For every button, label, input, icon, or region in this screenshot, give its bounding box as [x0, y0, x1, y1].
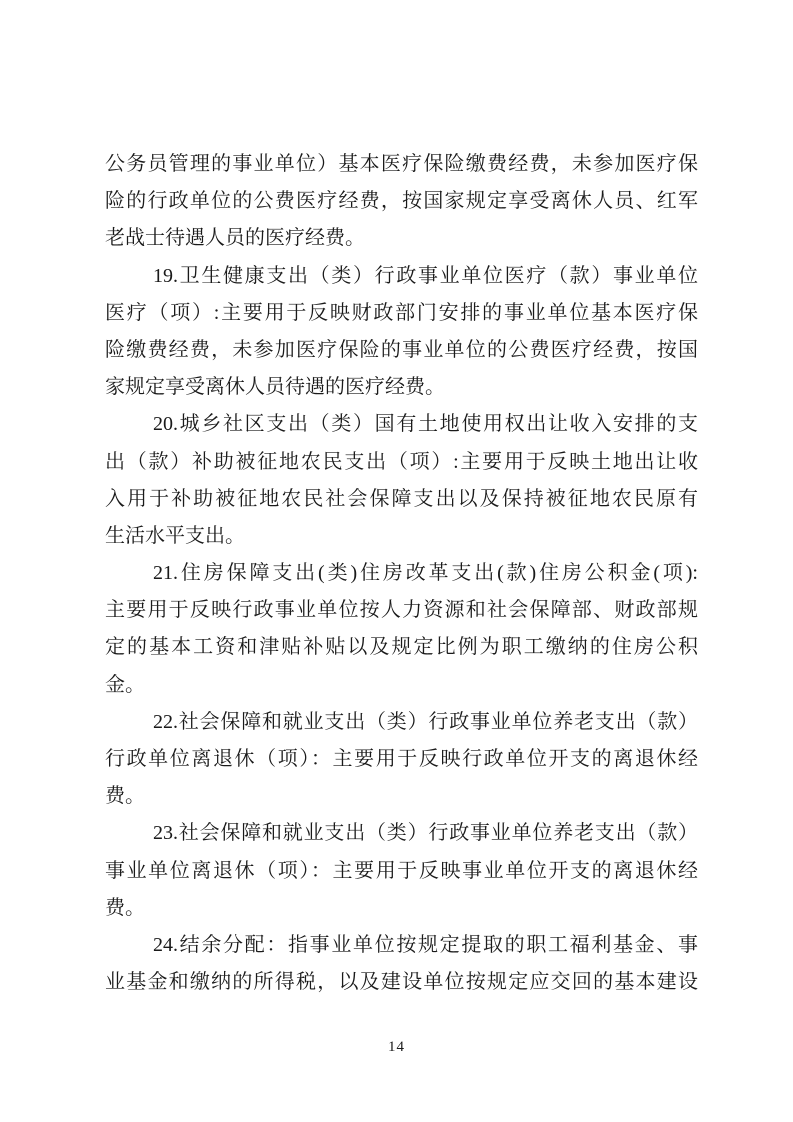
text-line: 险缴费经费，未参加医疗保险的事业单位的公费医疗经费，按国: [105, 338, 698, 361]
text-line: 出（款）补助被征地农民支出（项）:主要用于反映土地出让收: [105, 450, 698, 473]
text-line: 公务员管理的事业单位）基本医疗保险缴费经费，未参加医疗保: [105, 153, 698, 175]
text-line: 老战士待遇人员的医疗经费。: [105, 227, 365, 250]
text-line: 险的行政单位的公费医疗经费，按国家规定享受离休人员、红军: [105, 190, 698, 213]
text-line: 主要用于反映行政事业单位按人力资源和社会保障部、财政部规: [105, 599, 698, 622]
text-line: 费。: [105, 785, 145, 808]
text-line: 24.结余分配：指事业单位按规定提取的职工福利基金、事: [153, 933, 698, 956]
paragraph-18-continuation: [105, 146, 698, 258]
document-body: [105, 146, 698, 1001]
text-line: 19.卫生健康支出（类）行政事业单位医疗（款）事业单位: [153, 264, 698, 287]
text-line: 金。: [105, 673, 145, 696]
text-line: 事业单位离退休（项）：主要用于反映事业单位开支的离退休经: [105, 859, 698, 882]
text-line: 家规定享受离休人员待遇的医疗经费。: [105, 376, 445, 399]
text-line: 23.社会保障和就业支出（类）行政事业单位养老支出（款）: [153, 822, 698, 845]
paragraph-24: [105, 927, 698, 1001]
text-line: 行政单位离退休（项）：主要用于反映行政单位开支的离退休经: [105, 748, 698, 770]
text-line: 医疗（项）:主要用于反映财政部门安排的事业单位基本医疗保: [105, 301, 698, 324]
paragraph-22: [105, 704, 698, 816]
text-line: 费。: [105, 896, 145, 919]
paragraph-19: [105, 258, 698, 407]
paragraph-21: [105, 555, 698, 704]
text-line: 生活水平支出。: [105, 524, 245, 547]
paragraph-23: [105, 815, 698, 927]
page-footer: [0, 1038, 793, 1056]
text-line: 21.住房保障支出(类)住房改革支出(款)住房公积金(项):: [153, 562, 698, 585]
text-line: 22.社会保障和就业支出（类）行政事业单位养老支出（款）: [153, 710, 698, 733]
paragraph-20: [105, 406, 698, 555]
page-number: 14: [388, 1039, 405, 1055]
text-line: 入用于补助被征地农民社会保障支出以及保持被征地农民原有: [105, 487, 698, 510]
text-line: 定的基本工资和津贴补贴以及规定比例为职工缴纳的住房公积: [105, 636, 698, 659]
text-line: 20.城乡社区支出（类）国有土地使用权出让收入安排的支: [153, 413, 698, 436]
text-line: 业基金和缴纳的所得税，以及建设单位按规定应交回的基本建设: [105, 971, 698, 994]
